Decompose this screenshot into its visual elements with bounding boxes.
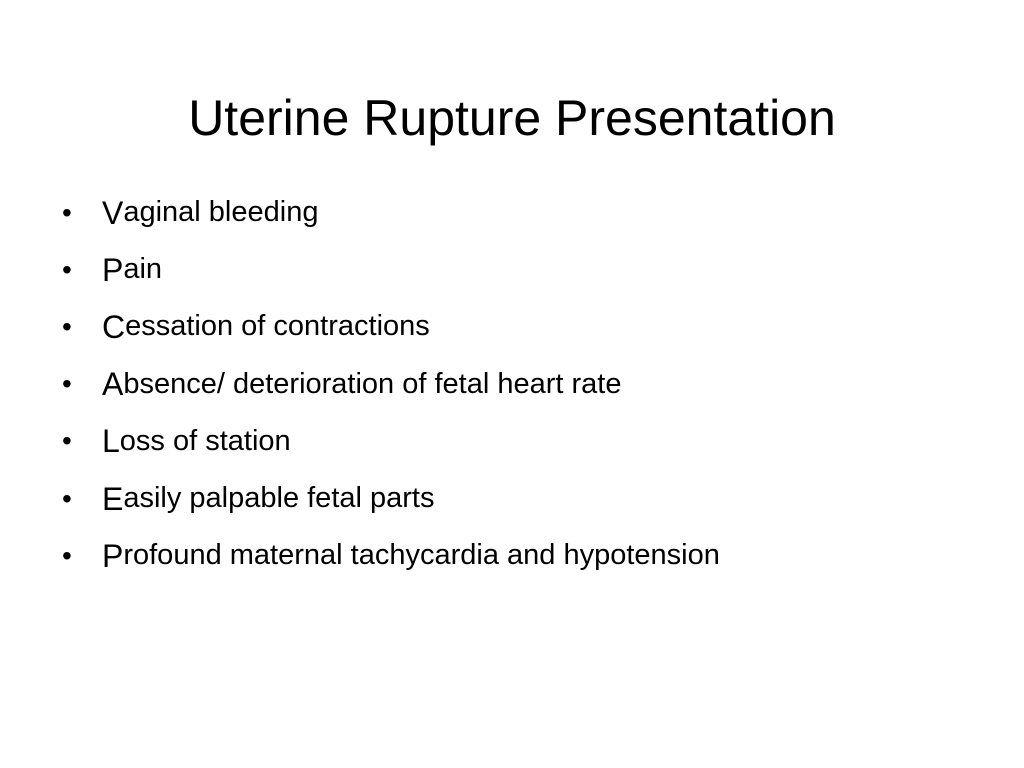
bullet-icon: • [62, 425, 72, 457]
bullet-initial: L [102, 423, 120, 460]
list-item [62, 413, 720, 470]
bullet-initial: C [102, 308, 126, 345]
bullet-initial: E [102, 480, 124, 517]
bullet-icon: • [62, 368, 72, 400]
list-item [62, 527, 720, 584]
bullet-text: ain [123, 253, 163, 286]
bullet-icon: • [62, 482, 72, 514]
bullet-text: essation of contractions [125, 310, 430, 343]
slide-title: Uterine Rupture Presentation [188, 90, 836, 146]
list-item [62, 470, 720, 527]
list-item [62, 184, 720, 241]
bullet-initial: P [102, 537, 124, 574]
bullet-icon: • [62, 253, 72, 285]
list-item [62, 241, 720, 298]
bullet-text: aginal bleeding [123, 196, 319, 229]
bullet-text: rofound maternal tachycardia and hypotension [123, 539, 720, 572]
bullet-text: asily palpable fetal parts [123, 482, 435, 515]
bullet-initial: A [102, 366, 124, 403]
bullet-text: oss of station [119, 424, 291, 457]
bullet-icon: • [62, 539, 72, 571]
bullet-text: bsence/ deterioration of fetal heart rate [123, 367, 622, 400]
bullet-icon: • [62, 196, 72, 228]
bullet-list [62, 184, 720, 584]
bullet-initial: P [102, 251, 124, 288]
bullet-icon: • [62, 310, 72, 342]
list-item [62, 298, 720, 355]
bullet-initial: V [102, 194, 124, 231]
list-item [62, 356, 720, 413]
